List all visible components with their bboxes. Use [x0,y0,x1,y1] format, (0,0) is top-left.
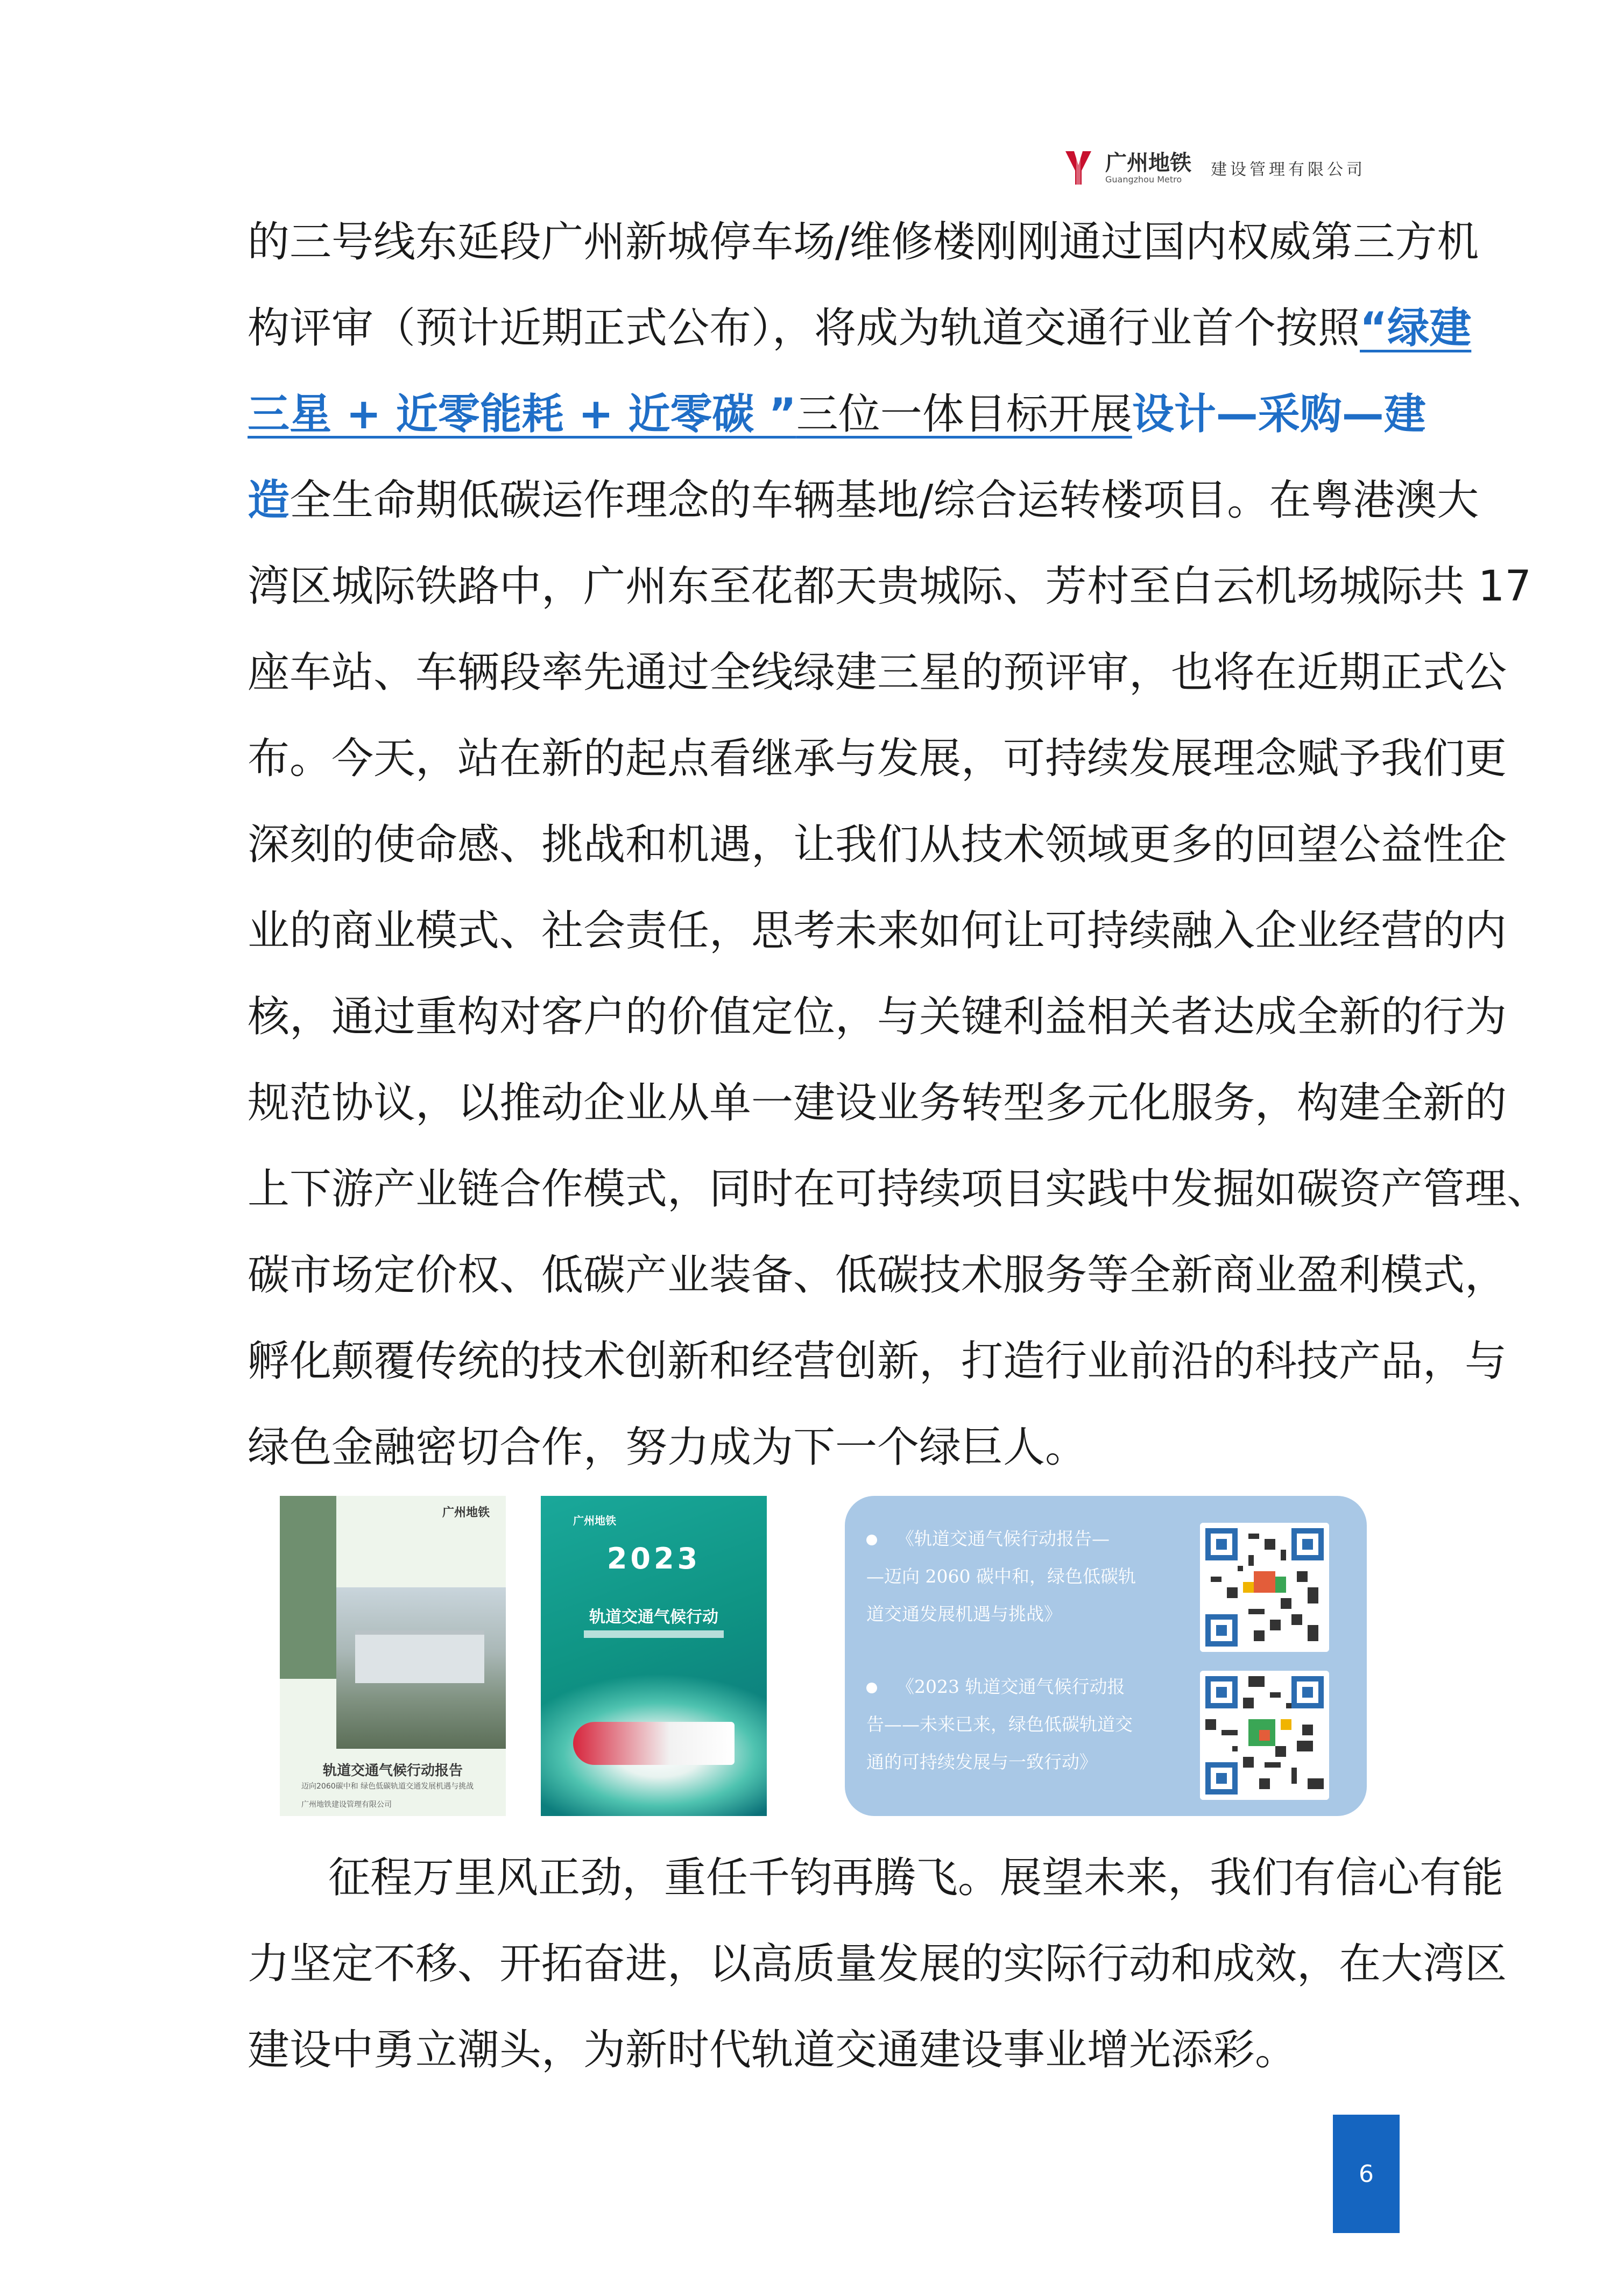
highlight-text: 三星 + 近零能耗 + 近零碳 ” [248,390,796,439]
paragraph-2 [248,1835,1507,2093]
qr-text: 道交通发展机遇与挑战》 [866,1603,1062,1624]
text-line: 座车站、车辆段率先通过全线绿建三星的预评审，也将在近期正式公 [248,648,1507,697]
text-line: 力坚定不移、开拓奋进，以高质量发展的实际行动和成效，在大湾区 [248,1940,1507,1988]
cover-publisher: 广州地铁建设管理有限公司 [301,1800,392,1809]
highlight-text: 造 [248,476,290,525]
qr-item-1-line [866,1595,1184,1633]
company-name: 建设管理有限公司 [1211,160,1366,179]
qr-item-2-line [866,1668,1184,1706]
text-span: 构评审（预计近期正式公布），将成为轨道交通行业首个按照 [248,304,1360,352]
highlight-text: “绿建 [1360,304,1472,352]
highlight-text: 设计—采购—建 [1132,390,1426,439]
report-cover-2 [541,1496,767,1816]
page-header [1062,146,1366,189]
text-line: 布。今天，站在新的起点看继承与发展，可持续发展理念赋予我们更 [248,734,1507,783]
cover-title: 轨道交通气候行动报告 [322,1763,463,1779]
qr-text: 《2023 轨道交通气候行动报 [896,1676,1125,1697]
text-line: 核，通过重构对客户的价值定位，与关键利益相关者达成全新的行为 [248,993,1507,1041]
cover-subtitle-text: 迈向2060碳中和 绿色低碳轨道交通发展机遇与挑战 [301,1782,474,1791]
qr-item-2-line [866,1743,1184,1781]
text-line: 绿色金融密切合作，努力成为下一个绿巨人。 [248,1423,1088,1472]
qr-text: 告——未来已来，绿色低碳轨道交 [866,1714,1133,1735]
qr-code-1-graphic [1200,1523,1329,1652]
qr-code-2-graphic [1200,1671,1329,1800]
train-illustration [573,1722,735,1765]
text-span: 三位一体目标开展 [796,390,1132,439]
logo-en: Guangzhou Metro [1105,174,1182,185]
text-line: 孵化颠覆传统的技术创新和经营创新，打造行业前沿的科技产品，与 [248,1337,1507,1386]
logo-cn: 广州地铁 [1105,151,1191,175]
cover-band [280,1496,336,1679]
text-line: 深刻的使命感、挑战和机遇，让我们从技术领域更多的回望公益性企 [248,821,1507,869]
cover-strip [584,1630,724,1638]
text-line: 业的商业模式、社会责任，思考未来如何让可持续融入企业经营的内 [248,907,1507,955]
text-span: 全生命期低碳运作理念的车辆基地/综合运转楼项目。在粤港澳大 [290,476,1479,525]
text-line [248,457,1479,543]
qr-text: —迈向 2060 碳中和，绿色低碳轨 [866,1566,1136,1587]
text-line: 上下游产业链合作模式，同时在可持续项目实践中发掘如碳资产管理、 [248,1165,1549,1213]
text-line: 湾区城际铁路中，广州东至花都天贵城际、芳村至白云机场城际共 17 [248,562,1532,611]
text-line: 的三号线东延段广州新城停车场/维修楼刚刚通过国内权威第三方机 [248,218,1479,266]
text-line: 碳市场定价权、低碳产业装备、低碳技术服务等全新商业盈利模式， [248,1251,1507,1299]
text-line: 规范协议，以推动企业从单一建设业务转型多元化服务，构建全新的 [248,1079,1507,1127]
qr-item-2-line [866,1706,1184,1743]
qr-text: 通的可持续发展与一致行动》 [866,1751,1097,1772]
bullet-icon [866,1535,877,1545]
qr-item-1-line [866,1520,1184,1558]
logo-text [1105,151,1191,185]
text-line: 征程万里风正劲，重任千钧再腾飞。展望未来，我们有信心有能 [328,1854,1504,1902]
building-illustration [355,1630,484,1683]
qr-text: 《轨道交通气候行动报告— [896,1528,1110,1549]
qr-item-2-text [866,1668,1184,1781]
cover-logo: 广州地铁 [442,1506,490,1520]
qr-code-1-icon[interactable] [1200,1523,1329,1652]
text-line [248,371,1426,457]
text-line: 建设中勇立潮头，为新时代轨道交通建设事业增光添彩。 [248,2026,1297,2074]
guangzhou-metro-logo-icon [1062,149,1095,187]
qr-code-panel [845,1496,1367,1816]
report-cover-1 [280,1496,506,1816]
paragraph-1 [248,199,1549,1490]
qr-code-2-icon[interactable] [1200,1671,1329,1800]
qr-item-1-text [866,1520,1184,1633]
text-line [248,285,1472,371]
cover-year: 2023 [606,1542,701,1576]
cover-logo: 广州地铁 [573,1514,616,1527]
bullet-icon [866,1683,877,1693]
cover-title: 轨道交通气候行动 [589,1608,718,1627]
qr-item-1-line [866,1558,1184,1595]
cover-subtitle [301,1781,495,1810]
page-number: 6 [1333,2115,1400,2233]
